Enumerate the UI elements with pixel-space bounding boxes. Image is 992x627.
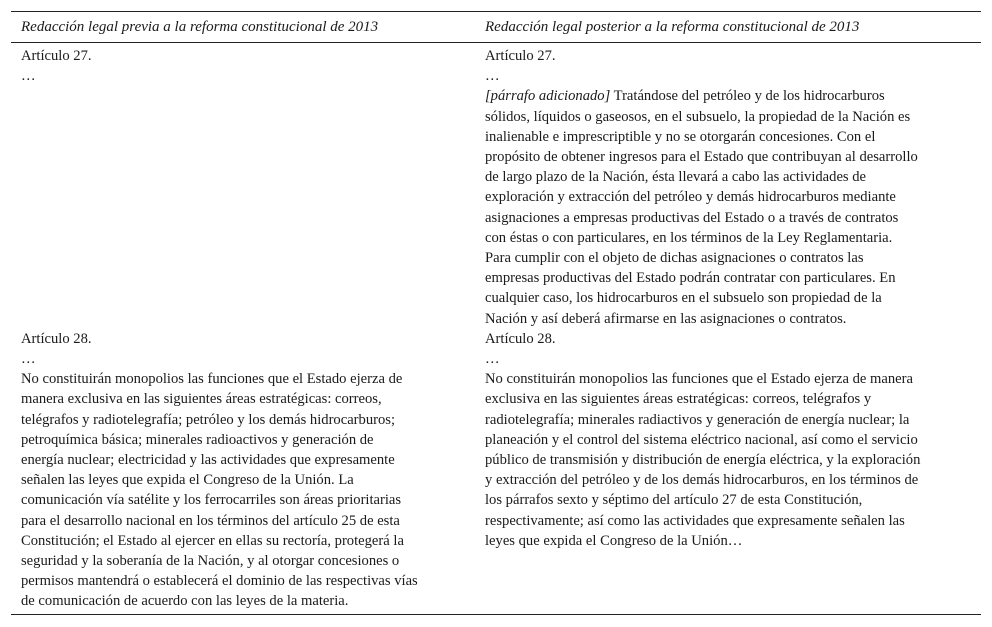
paragraph-line: cualquier caso, los hidrocarburos en el subsuelo son propiedad de la <box>485 290 882 307</box>
ellipsis: … <box>485 68 500 85</box>
paragraph-line: Para cumplir con el objeto de dichas asignaciones o contratos las <box>485 250 864 267</box>
paragraph-line: Constitución; el Estado al ejercer en ellas su rectoría, protegerá la <box>21 532 404 549</box>
paragraph-line: señalen las leyes que expida el Congreso de la Unión. La <box>21 472 354 489</box>
table-row <box>11 43 981 329</box>
table-row <box>11 329 981 614</box>
added-paragraph-tag: [párrafo adicionado] <box>485 88 611 105</box>
paragraph-line: para el desarrollo nacional en los términos del artículo 25 de esta <box>21 512 400 529</box>
paragraph-line: exclusiva en las siguientes áreas estratégicas: correos, telégrafos y <box>485 391 872 408</box>
paragraph-line: los párrafos sexto y séptimo del artículo 27 de esta Constitución, <box>485 492 863 509</box>
comparison-table <box>11 11 981 615</box>
ellipsis: … <box>485 351 500 368</box>
paragraph-line: de largo plazo de la Nación, ésta llevará a cabo las actividades de <box>485 169 867 186</box>
paragraph-line: empresas productivas del Estado podrán contratar con particulares. En <box>485 270 896 287</box>
paragraph-line: leyes que expida el Congreso de la Unión… <box>485 532 743 549</box>
cell-after-article-27 <box>475 46 981 329</box>
paragraph-line: Nación y así deberá afirmarse en las asignaciones o contratos. <box>485 310 847 327</box>
paragraph-line: petroquímica básica; minerales radioactivos y generación de <box>21 431 374 448</box>
table-header-row <box>11 12 981 43</box>
paragraph-line: No constituirán monopolios las funciones que el Estado ejerza de manera <box>485 371 913 388</box>
paragraph-line: comunicación vía satélite y los ferrocarriles son áreas prioritarias <box>21 492 402 509</box>
paragraph-text: Tratándose del petróleo y de los hidrocarburos <box>610 88 885 105</box>
ellipsis: … <box>21 351 36 368</box>
article-heading: Artículo 28. <box>21 330 92 347</box>
paragraph-line: y extracción del petróleo y de los demás hidrocarburos, en los términos de <box>485 472 919 489</box>
paragraph-line: asignaciones a empresas productivas del Estado o a través de contratos <box>485 209 899 226</box>
paragraph-line: No constituirán monopolios las funciones que el Estado ejerza de <box>21 371 403 388</box>
paragraph-line: seguridad y la soberanía de la Nación, y al otorgar concesiones o <box>21 553 400 570</box>
paragraph-line: telégrafos y radiotelegrafía; petróleo y los demás hidrocarburos; <box>21 411 396 428</box>
paragraph-line: de comunicación de acuerdo con las leyes de la materia. <box>21 593 349 610</box>
paragraph-line: propósito de obtener ingresos para el Estado que contribuyan al desarrollo <box>485 149 918 166</box>
paragraph-line: inalienable e imprescriptible y no se otorgarán concesiones. Con el <box>485 128 876 145</box>
paragraph-line: público de transmisión y distribución de energía eléctrica, y la exploración <box>485 452 921 469</box>
paragraph-line: manera exclusiva en las siguientes áreas estratégicas: correos, <box>21 391 382 408</box>
paragraph-line <box>485 86 981 106</box>
paragraph-line: energía nuclear; electricidad y las actividades que expresamente <box>21 452 395 469</box>
cell-before-article-28 <box>11 329 475 612</box>
header-before-reform: Redacción legal previa a la reforma constitucional de 2013 <box>21 19 379 35</box>
paragraph-line: exploración y extracción del petróleo y demás hidrocarburos mediante <box>485 189 896 206</box>
paragraph-line: respectivamente; así como las actividades que expresamente señalen las <box>485 512 905 529</box>
paragraph-line: sólidos, líquidos o gaseosos, en el subsuelo, la propiedad de la Nación es <box>485 108 911 125</box>
cell-before-article-27 <box>11 46 475 329</box>
article-heading: Artículo 28. <box>485 330 556 347</box>
article-heading: Artículo 27. <box>21 48 92 64</box>
paragraph-line: permisos mantendrá o establecerá el dominio de las respectivas vías <box>21 573 418 590</box>
paragraph-line: con éstas o con particulares, en los términos de la Ley Reglamentaria. <box>485 229 893 246</box>
header-after-reform: Redacción legal posterior a la reforma constitucional de 2013 <box>485 19 860 35</box>
paragraph-line: radiotelegrafía; minerales radiactivos y generación de energía nuclear; la <box>485 411 910 428</box>
paragraph-line: planeación y el control del sistema eléctrico nacional, así como el servicio <box>485 431 918 448</box>
article-heading: Artículo 27. <box>485 48 556 64</box>
ellipsis: … <box>21 68 36 85</box>
cell-after-article-28 <box>475 329 981 612</box>
